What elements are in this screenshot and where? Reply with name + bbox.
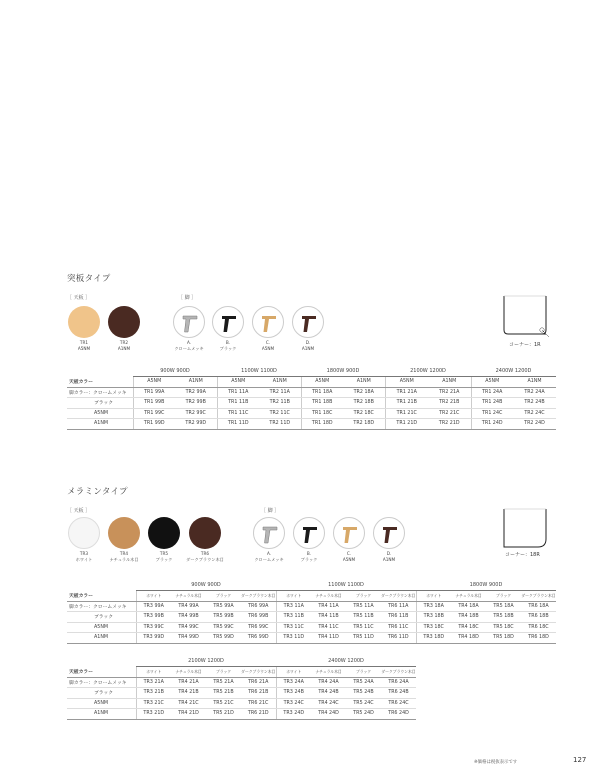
table-body xyxy=(67,387,556,429)
subhead: ダークブラウン木目 xyxy=(521,591,556,602)
product-code-cell: TR3 21C xyxy=(136,698,171,709)
product-code-cell: TR3 24A xyxy=(276,677,311,688)
product-code-cell: TR2 99B xyxy=(175,398,217,409)
product-code-cell: TR5 18A xyxy=(486,601,521,612)
product-code-cell: TR2 99D xyxy=(175,419,217,430)
product-code-cell: TR6 24D xyxy=(381,709,416,720)
leg-swatch-a5nm xyxy=(252,306,284,338)
product-code-cell: TR1 18A xyxy=(301,387,343,398)
leg-swatch-label: B. ブラック xyxy=(300,551,318,562)
leg-color-label: 脚カラー：クロームメッキ xyxy=(67,387,133,398)
product-code-cell: TR2 21A xyxy=(428,387,471,398)
product-code-cell: TR4 18A xyxy=(451,601,486,612)
product-code-cell: TR1 24B xyxy=(471,398,513,409)
page-number: 127 xyxy=(573,756,587,764)
subhead: ブラック xyxy=(206,667,241,678)
product-code-cell: TR1 21A xyxy=(385,387,428,398)
product-code-cell: TR2 24B xyxy=(513,398,556,409)
table-leg-icon xyxy=(293,307,325,339)
product-code-cell: TR5 11C xyxy=(346,622,381,633)
subhead: A5NM xyxy=(471,377,513,388)
size-header: 2400W 1200D xyxy=(471,366,556,377)
product-code-cell: TR5 99A xyxy=(206,601,241,612)
top-swatch-tr1 xyxy=(68,306,100,338)
table-leg-icon xyxy=(374,518,406,550)
leg-color-label: ブラック xyxy=(67,612,136,623)
product-code-cell: TR3 24B xyxy=(276,688,311,699)
product-code-cell: TR5 18C xyxy=(486,622,521,633)
subhead: ダークブラウン木目 xyxy=(381,591,416,602)
product-code-cell: TR5 21D xyxy=(206,709,241,720)
subhead: A1NM xyxy=(513,377,556,388)
top-swatch-label: TR2 A1NM xyxy=(117,340,131,351)
leg-color-label: ブラック xyxy=(67,688,136,699)
product-code-cell: TR3 21D xyxy=(136,709,171,720)
top-swatch-label: TR6 ダークブラウン木目 xyxy=(186,551,224,562)
table-leg-icon xyxy=(254,518,286,550)
leg-color-label: A1NM xyxy=(67,709,136,720)
top-swatch-tr4 xyxy=(108,517,140,549)
corner-diagram xyxy=(500,292,550,344)
size-header: 1800W 900D xyxy=(301,366,385,377)
subhead: A1NM xyxy=(428,377,471,388)
product-code-cell: TR6 21C xyxy=(241,698,276,709)
table-row xyxy=(67,622,556,633)
product-code-cell: TR2 11D xyxy=(259,419,301,430)
product-code-cell: TR6 99D xyxy=(241,633,276,644)
header-label: 天板カラー xyxy=(67,667,136,678)
top-swatch-tr3 xyxy=(68,517,100,549)
product-code-cell: TR3 24D xyxy=(276,709,311,720)
leg-swatch-label: D. A1NM xyxy=(301,340,315,351)
subhead: A5NM xyxy=(217,377,259,388)
subhead: ホワイト xyxy=(276,591,311,602)
product-code-cell: TR2 24D xyxy=(513,419,556,430)
product-code-cell: TR3 99D xyxy=(136,633,171,644)
size-header: 900W 900D xyxy=(133,366,217,377)
product-code-cell: TR6 24B xyxy=(381,688,416,699)
leg-swatch-label: A. クロームメッキ xyxy=(174,340,204,351)
product-code-cell: TR3 21A xyxy=(136,677,171,688)
top-swatch-label: TR4 ナチュラル木目 xyxy=(109,551,139,562)
product-code-cell: TR4 99D xyxy=(171,633,206,644)
product-code-cell: TR1 11A xyxy=(217,387,259,398)
product-code-cell: TR2 18B xyxy=(343,398,385,409)
product-code-cell: TR1 99A xyxy=(133,387,175,398)
product-code-cell: TR6 21B xyxy=(241,688,276,699)
table-row xyxy=(67,612,556,623)
product-code-cell: TR3 18D xyxy=(416,633,451,644)
subhead: ホワイト xyxy=(416,591,451,602)
header-label: 天板カラー xyxy=(67,591,136,602)
product-code-cell: TR1 99C xyxy=(133,408,175,419)
product-code-cell: TR6 99B xyxy=(241,612,276,623)
product-code-cell: TR5 11A xyxy=(346,601,381,612)
subhead: A5NM xyxy=(301,377,343,388)
size-header: 900W 900D xyxy=(136,580,276,591)
subhead: ホワイト xyxy=(136,591,171,602)
table-row xyxy=(67,387,556,398)
corner-label: コーナー：1R xyxy=(509,342,541,348)
table-row xyxy=(67,601,556,612)
table-body xyxy=(67,601,556,643)
leg-group-label: ［ 脚 ］ xyxy=(178,295,197,301)
product-code-cell: TR5 11D xyxy=(346,633,381,644)
top-swatch-tr6 xyxy=(189,517,221,549)
table-leg-icon xyxy=(294,518,326,550)
product-code-cell: TR5 21A xyxy=(206,677,241,688)
leg-swatch-a1nm xyxy=(373,517,405,549)
product-code-cell: TR4 24D xyxy=(311,709,346,720)
product-code-cell: TR2 99A xyxy=(175,387,217,398)
subhead: ダークブラウン木目 xyxy=(381,667,416,678)
leg-swatch-label: C. A5NM xyxy=(261,340,275,351)
product-code-cell: TR5 21B xyxy=(206,688,241,699)
size-header: 2400W 1200D xyxy=(276,656,416,667)
top-swatch-label: TR5 ブラック xyxy=(155,551,173,562)
product-code-cell: TR6 18C xyxy=(521,622,556,633)
product-code-cell: TR6 11A xyxy=(381,601,416,612)
product-code-cell: TR6 18A xyxy=(521,601,556,612)
product-code-cell: TR4 11C xyxy=(311,622,346,633)
product-code-cell: TR1 24C xyxy=(471,408,513,419)
product-code-cell: TR6 99A xyxy=(241,601,276,612)
product-code-cell: TR2 21C xyxy=(428,408,471,419)
product-code-cell: TR3 18B xyxy=(416,612,451,623)
subhead: ダークブラウン木目 xyxy=(241,591,276,602)
product-code-cell: TR2 24C xyxy=(513,408,556,419)
leg-group-label: ［ 脚 ］ xyxy=(261,508,280,514)
product-code-cell: TR4 21D xyxy=(171,709,206,720)
product-code-cell: TR1 11D xyxy=(217,419,259,430)
product-code-cell: TR4 11A xyxy=(311,601,346,612)
product-code-cell: TR1 11B xyxy=(217,398,259,409)
leg-color-label: A5NM xyxy=(67,698,136,709)
header-label: 天板カラー xyxy=(67,377,133,388)
table-body xyxy=(67,677,416,719)
table-leg-icon xyxy=(334,518,366,550)
table-row xyxy=(67,419,556,430)
product-code-cell: TR5 18D xyxy=(486,633,521,644)
size-header: 1800W 900D xyxy=(416,580,556,591)
product-code-cell: TR2 99C xyxy=(175,408,217,419)
product-code-cell: TR4 24C xyxy=(311,698,346,709)
leg-color-label: A5NM xyxy=(67,622,136,633)
product-code-cell: TR5 24C xyxy=(346,698,381,709)
product-code-cell: TR5 24D xyxy=(346,709,381,720)
product-code-cell: TR4 24B xyxy=(311,688,346,699)
product-code-cell: TR3 99A xyxy=(136,601,171,612)
product-code-cell: TR6 11B xyxy=(381,612,416,623)
product-code-cell: TR3 24C xyxy=(276,698,311,709)
corner-diagram xyxy=(500,505,550,557)
table-row xyxy=(67,398,556,409)
top-swatch-label: TR1 A5NM xyxy=(77,340,91,351)
leg-swatch-label: D. A1NM xyxy=(382,551,396,562)
subhead: A1NM xyxy=(343,377,385,388)
size-header: 2100W 1200D xyxy=(385,366,471,377)
product-code-cell: TR2 21D xyxy=(428,419,471,430)
top-swatch-tr2 xyxy=(108,306,140,338)
size-header: 2100W 1200D xyxy=(136,656,276,667)
product-code-cell: TR5 24B xyxy=(346,688,381,699)
product-code-cell: TR5 99D xyxy=(206,633,241,644)
product-code-cell: TR6 21A xyxy=(241,677,276,688)
product-code-cell: TR4 21B xyxy=(171,688,206,699)
subhead: ナチュラル木目 xyxy=(451,591,486,602)
leg-color-label: A1NM xyxy=(67,633,136,644)
subhead: A1NM xyxy=(175,377,217,388)
product-code-cell: TR2 24A xyxy=(513,387,556,398)
product-code-cell: TR2 11C xyxy=(259,408,301,419)
leg-swatch-a1nm xyxy=(292,306,324,338)
size-header: 1100W 1100D xyxy=(276,580,416,591)
table-row xyxy=(67,677,416,688)
leg-color-label: 脚カラー：クロームメッキ xyxy=(67,601,136,612)
product-code-cell: TR6 18B xyxy=(521,612,556,623)
top-swatch-tr5 xyxy=(148,517,180,549)
product-code-cell: TR1 21B xyxy=(385,398,428,409)
subhead: A5NM xyxy=(133,377,175,388)
product-code-cell: TR4 21C xyxy=(171,698,206,709)
product-code-cell: TR4 18D xyxy=(451,633,486,644)
subhead: ナチュラル木目 xyxy=(311,667,346,678)
spec-table-melamine-2 xyxy=(67,656,416,720)
subhead: ブラック xyxy=(486,591,521,602)
product-code-cell: TR4 99C xyxy=(171,622,206,633)
product-code-cell: TR6 24C xyxy=(381,698,416,709)
product-code-cell: TR2 18D xyxy=(343,419,385,430)
leg-swatch-chrome xyxy=(173,306,205,338)
top-group-label: ［ 天板 ］ xyxy=(67,295,91,301)
subhead: ダークブラウン木目 xyxy=(241,667,276,678)
product-code-cell: TR4 24A xyxy=(311,677,346,688)
product-code-cell: TR3 11A xyxy=(276,601,311,612)
table-row xyxy=(67,408,556,419)
product-code-cell: TR4 11D xyxy=(311,633,346,644)
product-code-cell: TR5 18B xyxy=(486,612,521,623)
subhead: ホワイト xyxy=(136,667,171,678)
leg-swatch-black xyxy=(212,306,244,338)
product-code-cell: TR6 21D xyxy=(241,709,276,720)
product-code-cell: TR4 18C xyxy=(451,622,486,633)
product-code-cell: TR3 99C xyxy=(136,622,171,633)
product-code-cell: TR2 21B xyxy=(428,398,471,409)
product-code-cell: TR3 18A xyxy=(416,601,451,612)
leg-color-label: ブラック xyxy=(67,398,133,409)
subhead: ブラック xyxy=(346,591,381,602)
product-code-cell: TR4 21A xyxy=(171,677,206,688)
leg-color-label: 脚カラー：クロームメッキ xyxy=(67,677,136,688)
product-code-cell: TR3 99B xyxy=(136,612,171,623)
product-code-cell: TR6 18D xyxy=(521,633,556,644)
product-code-cell: TR4 11B xyxy=(311,612,346,623)
product-code-cell: TR2 11A xyxy=(259,387,301,398)
table-row xyxy=(67,709,416,720)
product-code-cell: TR1 11C xyxy=(217,408,259,419)
product-code-cell: TR3 11B xyxy=(276,612,311,623)
table-row xyxy=(67,688,416,699)
product-code-cell: TR6 11C xyxy=(381,622,416,633)
leg-color-label: A5NM xyxy=(67,408,133,419)
table-leg-icon xyxy=(253,307,285,339)
product-code-cell: TR6 24A xyxy=(381,677,416,688)
subhead: A1NM xyxy=(259,377,301,388)
product-code-cell: TR3 11D xyxy=(276,633,311,644)
product-code-cell: TR5 99C xyxy=(206,622,241,633)
product-code-cell: TR1 21C xyxy=(385,408,428,419)
size-header: 1100W 1100D xyxy=(217,366,301,377)
product-code-cell: TR1 18B xyxy=(301,398,343,409)
leg-swatch-black xyxy=(293,517,325,549)
product-code-cell: TR2 18A xyxy=(343,387,385,398)
product-code-cell: TR1 18C xyxy=(301,408,343,419)
subhead: ナチュラル木目 xyxy=(171,591,206,602)
subhead: ブラック xyxy=(346,667,381,678)
product-code-cell: TR5 21C xyxy=(206,698,241,709)
corner-label: コーナー：18R xyxy=(505,552,540,558)
product-code-cell: TR3 21B xyxy=(136,688,171,699)
leg-swatch-a5nm xyxy=(333,517,365,549)
table-leg-icon xyxy=(213,307,245,339)
top-swatch-label: TR3 ホワイト xyxy=(75,551,93,562)
product-code-cell: TR2 11B xyxy=(259,398,301,409)
subhead: ナチュラル木目 xyxy=(311,591,346,602)
subhead: ブラック xyxy=(206,591,241,602)
product-code-cell: TR1 24D xyxy=(471,419,513,430)
product-code-cell: TR3 18C xyxy=(416,622,451,633)
price-note: ※価格は税抜表示です xyxy=(474,760,518,765)
product-code-cell: TR1 24A xyxy=(471,387,513,398)
spec-table-melamine-1 xyxy=(67,580,556,644)
leg-swatch-label: A. クロームメッキ xyxy=(254,551,284,562)
product-code-cell: TR3 11C xyxy=(276,622,311,633)
product-code-cell: TR5 99B xyxy=(206,612,241,623)
subhead: A5NM xyxy=(385,377,428,388)
section-title-tsukiita: 突板タイプ xyxy=(67,274,111,284)
product-code-cell: TR4 99B xyxy=(171,612,206,623)
product-code-cell: TR1 21D xyxy=(385,419,428,430)
product-code-cell: TR4 18B xyxy=(451,612,486,623)
product-code-cell: TR1 99D xyxy=(133,419,175,430)
product-code-cell: TR6 11D xyxy=(381,633,416,644)
leg-swatch-label: B. ブラック xyxy=(219,340,237,351)
spec-table-tsukiita xyxy=(67,366,556,430)
subhead: ナチュラル木目 xyxy=(171,667,206,678)
product-code-cell: TR2 18C xyxy=(343,408,385,419)
subhead: ホワイト xyxy=(276,667,311,678)
leg-swatch-chrome xyxy=(253,517,285,549)
table-row xyxy=(67,633,556,644)
table-leg-icon xyxy=(174,307,206,339)
leg-swatch-label: C. A5NM xyxy=(342,551,356,562)
product-code-cell: TR1 99B xyxy=(133,398,175,409)
top-group-label: ［ 天板 ］ xyxy=(67,508,91,514)
table-row xyxy=(67,698,416,709)
leg-color-label: A1NM xyxy=(67,419,133,430)
product-code-cell: TR5 11B xyxy=(346,612,381,623)
product-code-cell: TR4 99A xyxy=(171,601,206,612)
section-title-melamine: メラミンタイプ xyxy=(67,487,128,497)
product-code-cell: TR1 18D xyxy=(301,419,343,430)
product-code-cell: TR6 99C xyxy=(241,622,276,633)
product-code-cell: TR5 24A xyxy=(346,677,381,688)
